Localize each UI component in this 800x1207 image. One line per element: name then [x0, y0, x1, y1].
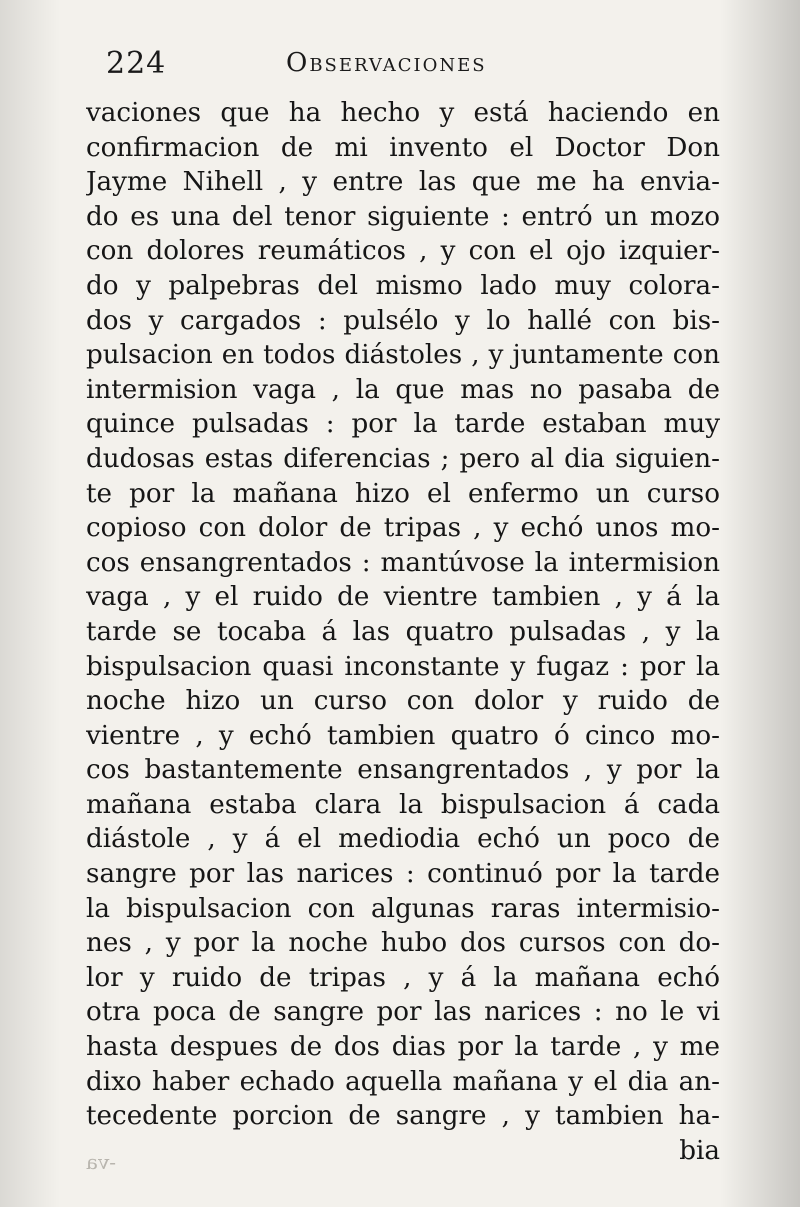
text-line: do y palpebras del mismo lado muy colora-: [86, 270, 720, 301]
text-line: vaga , y el ruido de vientre tambien , y á la: [86, 582, 720, 613]
bleed-through-catchword: -va: [86, 1150, 116, 1174]
text-line: nes , y por la noche hubo dos cursos con do-: [86, 928, 720, 959]
text-line: cos ensangrentados : mantúvose la intermision: [86, 547, 720, 578]
text-line: cos bastantemente ensangrentados , y por la: [86, 755, 720, 786]
text-line: otra poca de sangre por las narices : no le vi: [86, 997, 720, 1028]
text-line: do es una del tenor siguiente : entró un mozo: [86, 201, 720, 232]
body-text: [86, 96, 720, 1168]
text-line: tecedente porcion de sangre , y tambien ha-: [86, 1101, 720, 1132]
text-line: dudosas estas diferencias ; pero al dia siguien-: [86, 443, 720, 474]
text-line: Jayme Nihell , y entre las que me ha envia-: [86, 167, 720, 198]
text-line: copioso con dolor de tripas , y echó unos mo-: [86, 513, 720, 544]
text-line: dixo haber echado aquella mañana y el dia an-: [86, 1066, 720, 1097]
text-line: bispulsacion quasi inconstante y fugaz : por la: [86, 651, 720, 682]
page-number: 224: [106, 46, 167, 81]
text-line: intermision vaga , la que mas no pasaba de: [86, 374, 720, 405]
text-line: dos y cargados : pulsélo y lo hallé con bis-: [86, 305, 720, 336]
text-line: hasta despues de dos dias por la tarde , y me: [86, 1032, 720, 1063]
text-line: con dolores reumáticos , y con el ojo izquier-: [86, 236, 720, 267]
text-line: noche hizo un curso con dolor y ruido de: [86, 686, 720, 717]
text-line: bia: [679, 1135, 720, 1166]
text-line: la bispulsacion con algunas raras intermisio-: [86, 893, 720, 924]
text-line: sangre por las narices : continuó por la tarde: [86, 859, 720, 890]
text-line: tarde se tocaba á las quatro pulsadas , y la: [86, 616, 720, 647]
running-title: Observaciones: [286, 48, 487, 78]
text-line: quince pulsadas : por la tarde estaban muy: [86, 409, 720, 440]
page-header: [106, 46, 726, 90]
text-line: vientre , y echó tambien quatro ó cinco mo-: [86, 720, 720, 751]
text-line: vaciones que ha hecho y está haciendo en: [86, 98, 720, 128]
text-line: mañana estaba clara la bispulsacion á cada: [86, 789, 720, 820]
text-line: diástole , y á el mediodia echó un poco de: [86, 824, 720, 855]
text-line: te por la mañana hizo el enfermo un curso: [86, 478, 720, 509]
text-line: confirmacion de mi invento el Doctor Don: [86, 132, 720, 163]
text-line: lor y ruido de tripas , y á la mañana echó: [86, 962, 720, 993]
text-line: pulsacion en todos diástoles , y juntamente con: [86, 340, 720, 371]
